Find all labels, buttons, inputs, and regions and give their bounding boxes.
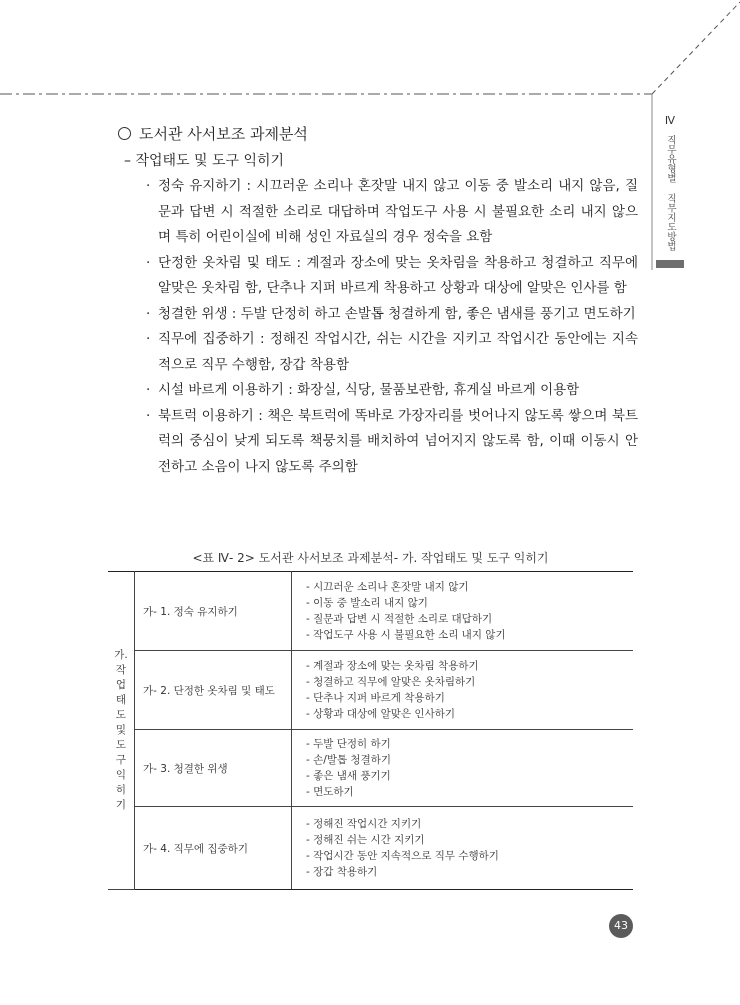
item-list: [118, 174, 638, 480]
list-item: · 북트럭 이용하기 : 책은 북트럭에 똑바로 가장자리를 벗어나지 않도록 쌓으며 북트럭의 중심이 낮게 되도록 책뭉치를 배치하여 넘어지지 않도록 함, 이때 이동시 안전하고 소음이 나지 않도록 주의함: [146, 407, 638, 475]
section-content: [118, 122, 638, 480]
list-item: · 시설 바르게 이용하기 : 화장실, 식당, 물품보관함, 휴게실 바르게 이용함: [146, 382, 580, 398]
chapter-tab: [656, 108, 684, 268]
task-name: 가- 2. 단정한 옷차림 및 태도: [135, 651, 292, 730]
task-details: - 시끄러운 소리나 혼잣말 내지 않기 - 이동 중 발소리 내지 않기 - 질문과 답변 시 적절한 소리로 대답하기 - 작업도구 사용 시 불필요한 소리 내지 않기: [292, 572, 634, 651]
table-row: [108, 651, 633, 730]
chapter-number: Ⅳ: [664, 114, 676, 127]
task-details: - 두발 단정히 하기 - 손/발톱 청결하기 - 좋은 냄새 풍기기 - 면도하기: [292, 730, 634, 807]
chapter-bar: [656, 260, 684, 268]
section-subtitle: – 작업태도 및 도구 익히기: [124, 153, 285, 169]
list-item: · 직무에 집중하기 : 정해진 작업시간, 쉬는 시간을 지키고 작업시간 동안에는 지속적으로 직무 수행함, 장갑 착용함: [146, 331, 638, 373]
section-title: 도서관 사서보조 과제분석: [118, 122, 638, 146]
task-name: 가- 3. 청결한 위생: [135, 730, 292, 807]
circle-bullet-icon: [118, 127, 131, 140]
table-row: [108, 572, 633, 651]
table-caption: <표 Ⅳ- 2> 도서관 사서보조 과제분석- 가. 작업태도 및 도구 익히기: [192, 551, 549, 565]
task-name: 가- 1. 정숙 유지하기: [135, 572, 292, 651]
task-name: 가- 4. 직무에 집중하기: [135, 807, 292, 890]
task-table: [108, 571, 633, 890]
group-label: 가. 작 업 태 도 및 도 구 익 히 기: [108, 572, 135, 890]
chapter-title: 직무유형별 직무지도방법: [665, 135, 676, 251]
list-item: · 청결한 위생 : 두발 단정히 하고 손발톱 청결하게 함, 좋은 냄새를 풍기고 면도하기: [146, 305, 636, 322]
page-number: 43: [609, 914, 633, 938]
list-item: · 정숙 유지하기 : 시끄러운 소리나 혼잣말 내지 않고 이동 중 발소리 내지 않음, 질문과 답변 시 적절한 소리로 대답하며 작업도구 사용 시 불필요한 소리 내지 않으며 특히 어린이실에 비해 성인 자료실의 경우 정숙을 요함: [146, 178, 638, 245]
table-row: [108, 730, 633, 807]
task-details: - 정해진 작업시간 지키기 - 정해진 쉬는 시간 지키기 - 작업시간 동안 지속적으로 직무 수행하기 - 장갑 착용하기: [292, 807, 634, 890]
list-item: · 단정한 옷차림 및 태도 : 계절과 장소에 맞는 옷차림을 착용하고 청결하고 직무에 알맞은 옷차림 함, 단추나 지퍼 바르게 착용하고 상황과 대상에 알맞은 인사를 함: [146, 254, 638, 296]
table-row: [108, 807, 633, 890]
task-details: - 계절과 장소에 맞는 옷차림 착용하기 - 청결하고 직무에 알맞은 옷차림하기 - 단추나 지퍼 바르게 착용하기 - 상황과 대상에 알맞은 인사하기: [292, 651, 634, 730]
